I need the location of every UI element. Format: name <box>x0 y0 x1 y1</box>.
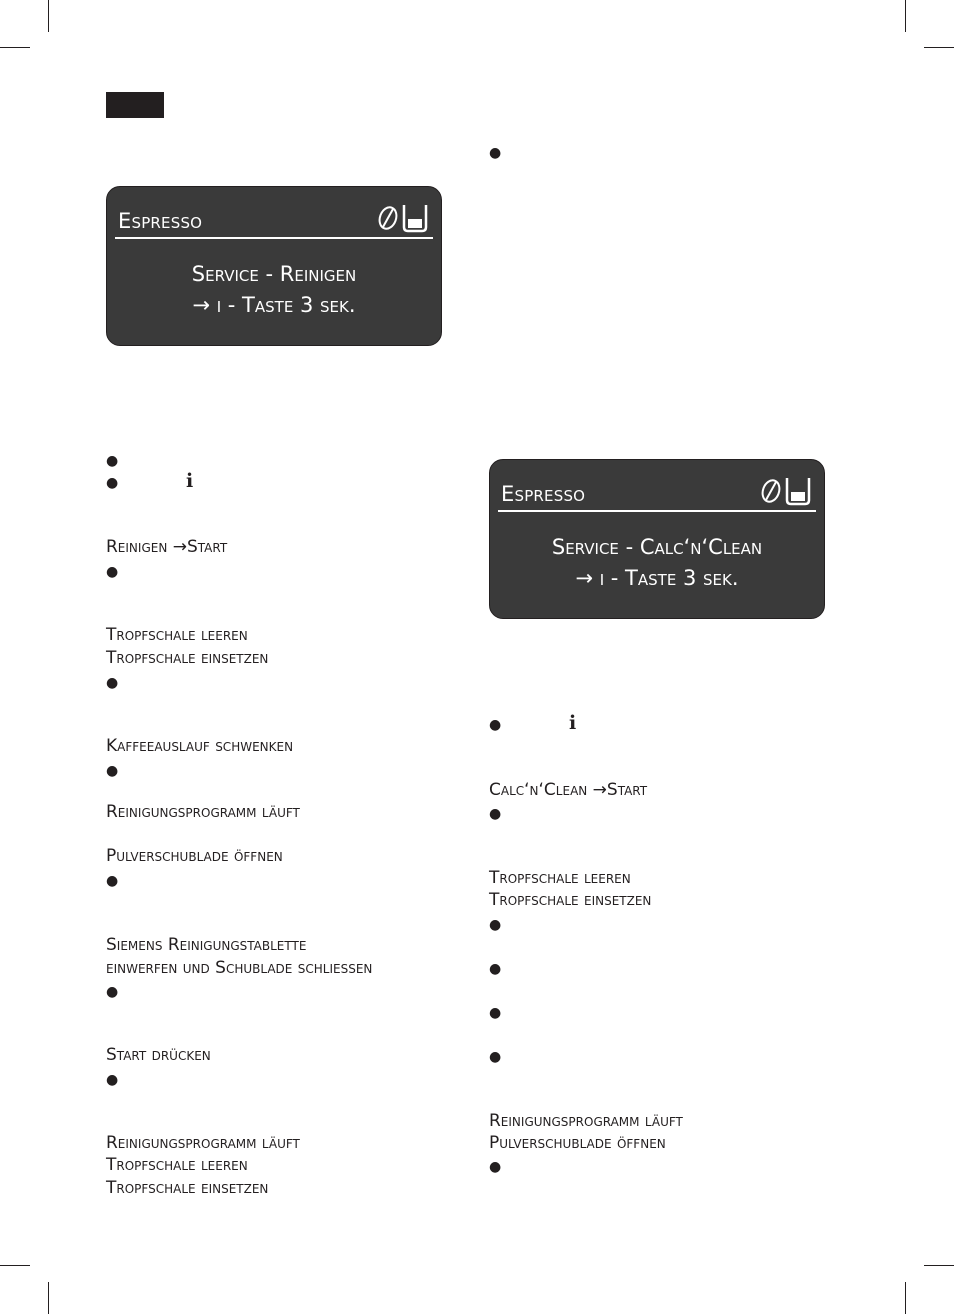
coffee-bean-icon <box>760 478 782 504</box>
display-title: Espresso <box>118 209 203 233</box>
display-line-2: → i - Taste 3 sek. <box>575 566 739 590</box>
bullet: ● <box>489 917 502 933</box>
display-label: Pulverschublade öffnen <box>106 846 283 866</box>
display-icons <box>377 201 429 239</box>
display-label: Tropfschale leeren <box>106 1155 248 1175</box>
bullet: ● <box>489 961 502 977</box>
display-icons <box>760 474 812 512</box>
bullet: ● <box>489 806 502 822</box>
bullet: ● <box>106 675 119 691</box>
display-label: Tropfschale einsetzen <box>489 890 652 910</box>
display-label: Kaffeeauslauf schwenken <box>106 736 294 756</box>
bullet: ● <box>106 873 119 889</box>
display-label: Reinigungsprogramm läuft <box>106 802 300 822</box>
cup-icon <box>787 478 809 504</box>
display-line-2: → i - Taste 3 sek. <box>192 293 356 317</box>
display-label: Tropfschale einsetzen <box>106 1178 269 1198</box>
bullet: ● <box>489 1049 502 1065</box>
display-label: Start drücken <box>106 1045 211 1065</box>
display-title: Espresso <box>501 482 586 506</box>
info-key-symbol: i <box>569 712 577 734</box>
bullet: ● <box>489 145 502 161</box>
crop-mark <box>0 47 30 48</box>
crop-mark <box>924 1265 954 1266</box>
display-label: Tropfschale leeren <box>106 625 248 645</box>
crop-mark <box>48 0 49 32</box>
crop-mark <box>924 47 954 48</box>
crop-mark <box>905 0 906 32</box>
display-divider <box>115 237 433 239</box>
bullet: ● <box>106 984 119 1000</box>
crop-mark <box>0 1265 30 1266</box>
display-panel-calcnclean <box>489 459 825 619</box>
coffee-bean-icon <box>377 205 399 231</box>
display-label: Reinigungsprogramm läuft <box>489 1111 683 1131</box>
crop-mark <box>905 1282 906 1314</box>
display-divider <box>498 510 816 512</box>
language-tab <box>106 92 164 118</box>
bullet: ● <box>106 763 119 779</box>
display-label: Pulverschublade öffnen <box>489 1133 666 1153</box>
display-message <box>107 259 441 321</box>
display-label: Tropfschale einsetzen <box>106 648 269 668</box>
bullet: ● <box>106 1072 119 1088</box>
display-label: Tropfschale leeren <box>489 868 631 888</box>
bullet: ● <box>106 564 119 580</box>
bullet: ● <box>106 475 119 491</box>
cup-icon <box>404 205 426 231</box>
display-label: Calc‘n‘Clean →Start <box>489 780 648 800</box>
bullet: ● <box>489 1159 502 1175</box>
display-label: Reinigungsprogramm läuft <box>106 1133 300 1153</box>
display-label: Siemens Reinigungstablette <box>106 935 307 955</box>
display-label: einwerfen und Schublade schliessen <box>106 958 373 978</box>
bullet: ● <box>489 1005 502 1021</box>
display-line-1: Service - Reinigen <box>191 262 357 286</box>
bullet: ● <box>106 453 119 469</box>
crop-mark <box>48 1282 49 1314</box>
bullet: ● <box>489 717 502 733</box>
info-key-symbol: i <box>186 470 194 492</box>
display-label: Reinigen →Start <box>106 537 228 557</box>
display-panel-reinigen <box>106 186 442 346</box>
display-line-1: Service - Calc‘n‘Clean <box>551 535 763 559</box>
display-message <box>490 532 824 594</box>
